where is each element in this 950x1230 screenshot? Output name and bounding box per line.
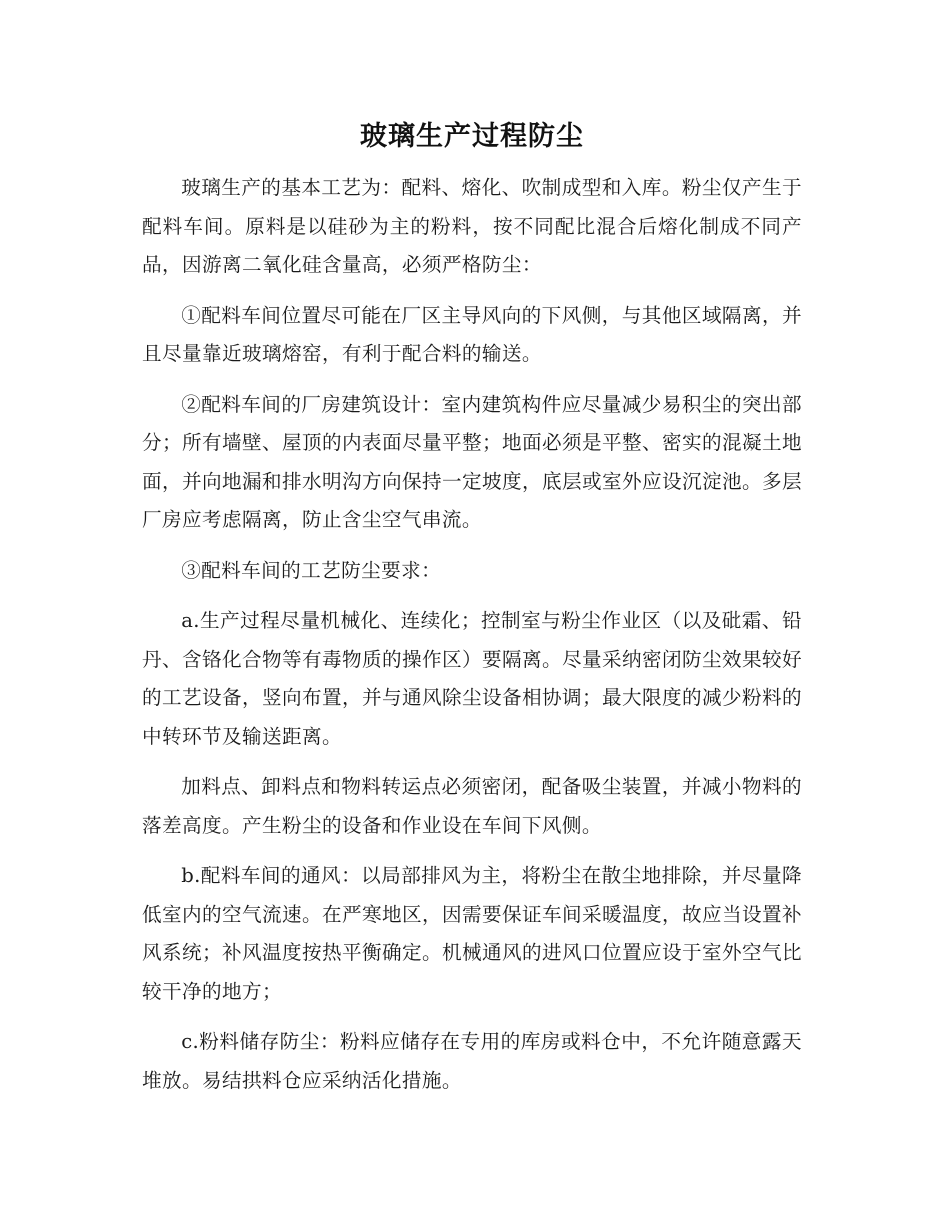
paragraph-building-design: ②配料车间的厂房建筑设计：室内建筑构件应尽量减少易积尘的突出部分；所有墙壁、屋顶的内表面尽量平整；地面必须是平整、密实的混凝土地面，并向地漏和排水明沟方向保持一定坡度，底层或室外应设沉淀池。多层厂房应考虑隔离，防止含尘空气串流。	[142, 392, 802, 531]
paragraph-process-requirements: ③配料车间的工艺防尘要求：	[181, 558, 442, 582]
paragraph-sealing: 加料点、卸料点和物料转运点必须密闭，配备吸尘装置，并减小物料的落差高度。产生粉尘的设备和作业设在车间下风侧。	[142, 775, 802, 837]
paragraph-item-b: b.配料车间的通风：以局部排风为主，将粉尘在散尘地排除，并尽量降低室内的空气流速。在严寒地区，因需要保证车间采暖温度，故应当设置补风系统；补风温度按热平衡确定。机械通风的进风口位置应设于室外空气比较干净的地方；	[142, 864, 802, 1003]
paragraph-item-c: c.粉料储存防尘：粉料应储存在专用的库房或料仓中，不允许随意露天堆放。易结拱料仓应采纳活化措施。	[142, 1030, 802, 1092]
document-title: 玻璃生产过程防尘	[360, 121, 584, 152]
paragraph-intro: 玻璃生产的基本工艺为：配料、熔化、吹制成型和入库。粉尘仅产生于配料车间。原料是以硅砂为主的粉料，按不同配比混合后熔化制成不同产品，因游离二氧化硅含量高，必须严格防尘：	[142, 176, 802, 276]
paragraph-item-a: a.生产过程尽量机械化、连续化；控制室与粉尘作业区（以及砒霜、铅丹、含铬化合物等有毒物质的操作区）要隔离。尽量采纳密闭防尘效果较好的工艺设备，竖向布置，并与通风除尘设备相协调；最大限度的减少粉料的中转环节及输送距离。	[142, 609, 802, 748]
document-page	[142, 0, 802, 1100]
paragraph-location: ①配料车间位置尽可能在厂区主导风向的下风侧，与其他区域隔离，并且尽量靠近玻璃熔窑，有利于配合料的输送。	[142, 303, 802, 365]
